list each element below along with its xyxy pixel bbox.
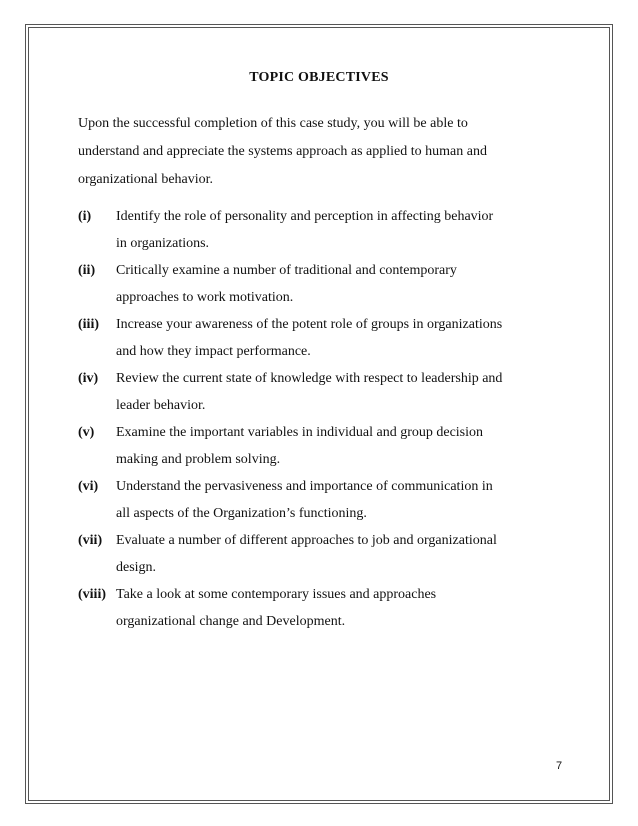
objective-item [78,527,578,581]
objective-line: Take a look at some contemporary issues and approaches [116,587,437,602]
objective-item [78,257,578,311]
objective-text [116,203,586,257]
objective-line: Understand the pervasiveness and importance of communication in [116,479,493,494]
objective-number: (vii) [78,533,103,548]
objective-item [78,419,578,473]
objective-number: (vi) [78,479,99,494]
objective-text [116,527,586,581]
page-title: TOPIC OBJECTIVES [249,70,389,85]
objective-line: Increase your awareness of the potent role of groups in organizations [116,317,503,332]
objective-number: (ii) [78,263,96,278]
objective-line: Evaluate a number of different approaches to job and organizational [116,533,497,548]
objective-line: approaches to work motivation. [116,290,294,305]
objective-line: organizational change and Development. [116,614,346,629]
objective-line: leader behavior. [116,398,206,413]
objective-item [78,473,578,527]
objective-line: making and problem solving. [116,452,281,467]
objective-text [116,365,586,419]
objective-number: (viii) [78,587,106,602]
objective-line: in organizations. [116,236,210,251]
intro-line: Upon the successful completion of this case study, you will be able to [78,116,468,131]
objective-line: all aspects of the Organization’s functioning. [116,506,367,521]
objective-line: Critically examine a number of traditional and contemporary [116,263,457,278]
objective-text [116,581,586,635]
objective-number: (v) [78,425,95,440]
page-number: 7 [556,760,563,772]
objective-number: (iii) [78,317,99,332]
objective-item [78,365,578,419]
intro-line: understand and appreciate the systems approach as applied to human and [78,144,487,159]
objective-line: Review the current state of knowledge with respect to leadership and [116,371,503,386]
objective-line: design. [116,560,157,575]
objective-text [116,257,586,311]
objective-item [78,581,578,635]
objective-text [116,419,586,473]
intro-line: organizational behavior. [78,172,214,187]
objective-item [78,311,578,365]
objective-item [78,203,578,257]
objective-text [116,473,586,527]
objective-number: (i) [78,209,92,224]
objective-number: (iv) [78,371,99,386]
objectives-list [78,203,578,635]
objective-line: Identify the role of personality and perception in affecting behavior [116,209,494,224]
intro-paragraph [78,110,578,194]
objective-line: and how they impact performance. [116,344,311,359]
objective-text [116,311,586,365]
objective-line: Examine the important variables in individual and group decision [116,425,484,440]
